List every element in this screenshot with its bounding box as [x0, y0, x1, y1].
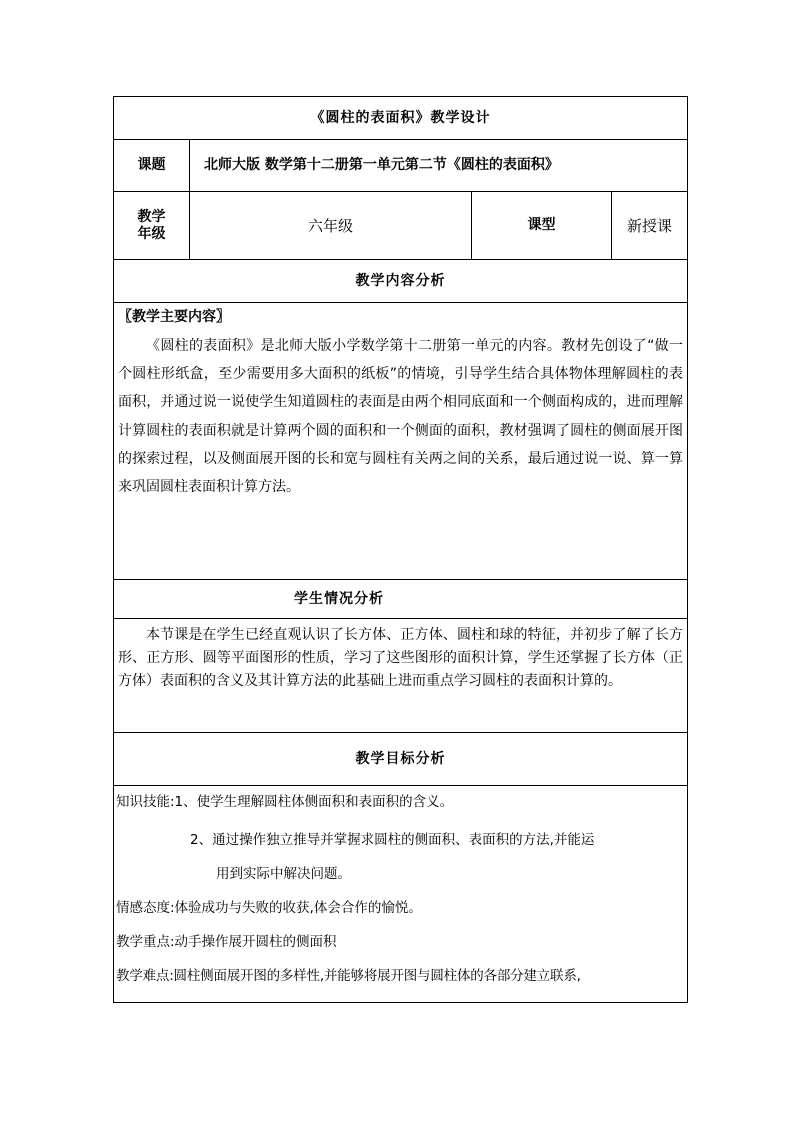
grade-label-line1: 教学 [137, 208, 166, 225]
topic-label: 课题 [114, 140, 190, 192]
lesson-type-label: 课型 [472, 192, 612, 260]
student-analysis-heading-cell [114, 580, 688, 619]
student-paragraph: 本节课是在学生已经直观认识了长方体、正方体、圆柱和球的特征，并初步了解了长方形、正方形、圆等平面图形的性质，学习了这些图形的面积计算，学生还掌握了长方体（正方体）表面积的含义及其计算方法的此基础上进而重点学习圆柱的表面积计算的。 [118, 627, 683, 689]
content-paragraph: 《圆柱的表面积》是北师大版小学数学第十二册第一单元的内容。教材先创设了“做一个圆柱形纸盒，至少需要用多大面积的纸板”的情境，引导学生结合具体物体理解圆柱的表面积，并通过说一说使学生知道圆柱的表面是由两个相同底面和一个侧面构成的，进而理解计算圆柱的表面积就是计算两个圆的面积和一个侧面的面积，教材强调了圆柱的侧面展开图的探索过程，以及侧面展开图的长和宽与圆柱有关两之间的关系，最后通过说一说、算一算来巩固圆柱表面积计算方法。 [118, 337, 683, 496]
content-analysis-body [114, 303, 688, 580]
document-title: 《圆柱的表面积》教学设计 [114, 97, 688, 140]
grade-label-cell [114, 192, 190, 260]
objective-line-key-point: 教学重点:动手操作展开圆柱的侧面积 [116, 934, 337, 950]
lesson-type-value: 新授课 [612, 192, 688, 260]
objective-line-attitude: 情感态度:体验成功与失败的收获,体会合作的愉悦。 [116, 900, 422, 916]
lesson-plan-table [113, 96, 688, 1003]
student-analysis-body [114, 619, 688, 733]
objective-line-difficulty: 教学难点:圆柱侧面展开图的多样性,并能够将展开图与圆柱体的各部分建立联系, [116, 968, 581, 984]
objective-line-method-cont: 用到实际中解决问题。 [216, 866, 351, 882]
content-analysis-heading: 教学内容分析 [114, 260, 688, 303]
student-analysis-heading: 学生情况分析 [294, 590, 384, 607]
objective-line-method: 2、通过操作独立推导并掌握求圆柱的侧面积、表面积的方法,并能运 [190, 832, 595, 848]
content-subheading: 〖教学主要内容〗 [118, 309, 230, 325]
grade-value: 六年级 [190, 192, 472, 260]
objectives-heading: 教学目标分析 [114, 733, 688, 786]
topic-value: 北师大版 数学第十二册第一单元第二节《圆柱的表面积》 [190, 140, 688, 192]
objectives-body [114, 786, 688, 1003]
objective-line-knowledge: 知识技能:1、使学生理解圆柱体侧面积和表面积的含义。 [116, 794, 454, 810]
grade-label-line2: 年级 [137, 225, 166, 242]
